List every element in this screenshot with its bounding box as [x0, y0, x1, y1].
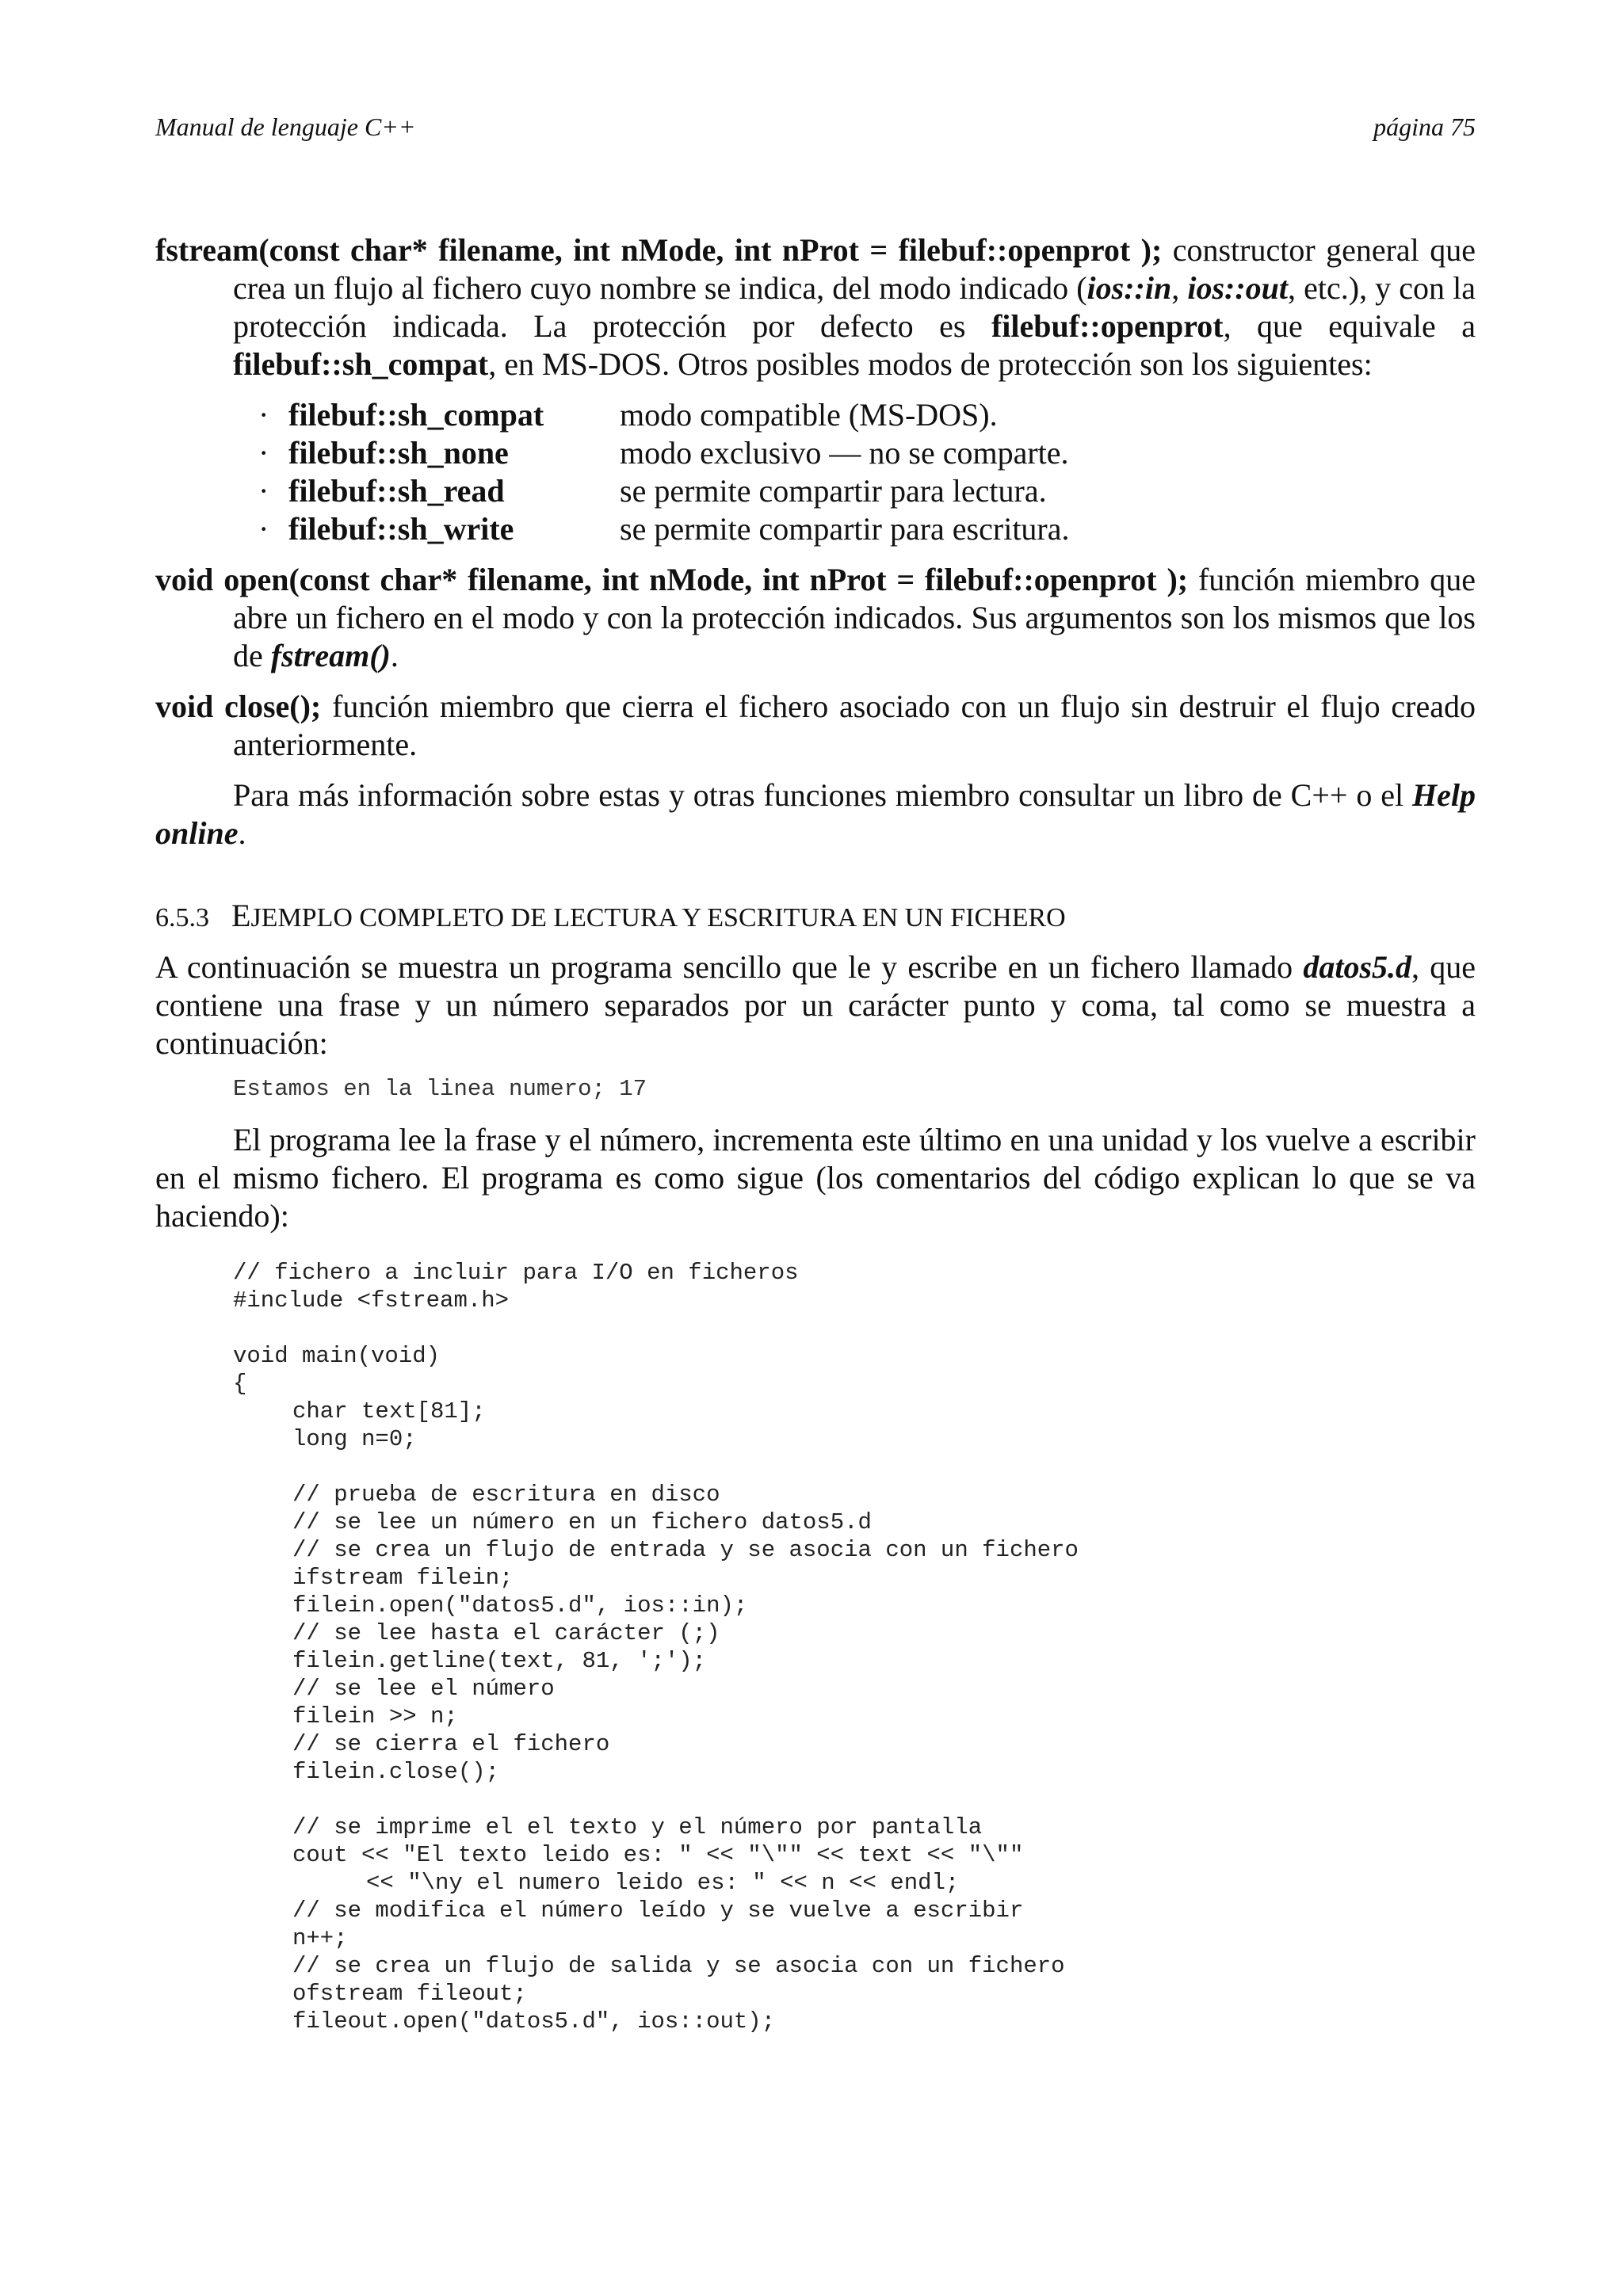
- help-online-term: Help online: [155, 777, 1476, 851]
- code-term: ios::in: [1086, 270, 1172, 306]
- text-span: función miembro que cierra el fichero asociado con un flujo sin destruir el flujo creado anteriormente.: [233, 688, 1476, 762]
- text-span: .: [238, 815, 246, 851]
- mode-name: filebuf::sh_none: [288, 435, 509, 471]
- code-line: filein.open("datos5.d", ios::in);: [292, 1592, 748, 1619]
- code-line: ofstream fileout;: [292, 1981, 527, 2007]
- file-name-term: datos5.d: [1303, 949, 1412, 985]
- header-page-number: página 75: [1373, 113, 1476, 141]
- section-number: 6.5.3: [155, 903, 209, 933]
- text-span: ,: [1171, 270, 1188, 306]
- code-line: #include <fstream.h>: [233, 1287, 510, 1314]
- text-span: , que equivale a: [1223, 308, 1476, 344]
- section-heading: [155, 897, 1476, 937]
- code-line: // se lee hasta el carácter (;): [292, 1620, 720, 1646]
- code-line: // se crea un flujo de salida y se asocia con un fichero: [292, 1953, 1065, 1979]
- list-item: [258, 396, 1476, 434]
- code-line: ifstream filein;: [292, 1565, 514, 1591]
- page-content: [155, 231, 1476, 2035]
- open-function-paragraph: [155, 561, 1476, 675]
- mode-name: filebuf::sh_read: [288, 473, 505, 509]
- bullet-icon: ·: [258, 397, 269, 433]
- section-title-part: LECTURA Y ESCRITURA EN UN FICHERO: [553, 903, 1066, 933]
- list-item: [258, 472, 1476, 510]
- mode-description: se permite compartir para escritura.: [620, 511, 1070, 547]
- fstream-signature: fstream(const char* filename, int nMode, int nProt = filebuf::openprot );: [155, 232, 1163, 268]
- sample-file-content: Estamos en la linea numero; 17: [233, 1076, 647, 1102]
- code-line: n++;: [292, 1925, 348, 1951]
- code-blank-line: [233, 1314, 1476, 1342]
- code-listing: [233, 1259, 1476, 2035]
- mode-description: modo compatible (MS-DOS).: [620, 397, 998, 433]
- code-line: // prueba de escritura en disco: [292, 1482, 720, 1508]
- code-line: // se lee un número en un fichero datos5.d: [292, 1509, 872, 1535]
- text-span: , etc.), y con la protección indicada. La protección por defecto es: [233, 270, 1476, 344]
- mode-name: filebuf::sh_compat: [288, 397, 544, 433]
- text-span: .: [390, 638, 399, 673]
- code-line: cout << "El texto leido es: " << "\"" << text << "\"": [292, 1842, 1024, 1868]
- text-span: Para más información sobre estas y otras funciones miembro consultar un libro de C++ o el: [233, 777, 1413, 813]
- mode-name: filebuf::sh_write: [288, 511, 514, 547]
- code-term: filebuf::openprot: [991, 308, 1224, 344]
- text-span: constructor general que crea un flujo al fichero cuyo nombre se indica, del modo indicado (: [233, 232, 1476, 306]
- code-line: long n=0;: [292, 1426, 417, 1452]
- code-line: void main(void): [233, 1343, 441, 1369]
- example-intro-paragraph: [155, 948, 1476, 1062]
- code-term: filebuf::sh_compat: [233, 346, 489, 382]
- close-signature: void close();: [155, 688, 322, 724]
- document-page: [155, 0, 1476, 2296]
- open-signature: void open(const char* filename, int nMode, int nProt = filebuf::openprot );: [155, 562, 1189, 597]
- list-item: [258, 434, 1476, 472]
- code-line: filein >> n;: [292, 1703, 458, 1730]
- code-line: {: [233, 1371, 247, 1397]
- fstream-constructor-paragraph: [155, 231, 1476, 383]
- code-line: filein.getline(text, 81, ';');: [292, 1648, 707, 1674]
- code-line: << "\ny el numero leido es: " << n << endl;: [366, 1870, 960, 1896]
- text-span: , que contiene una frase y un número separados por un carácter punto y coma, tal como se muestra a continuación:: [155, 949, 1476, 1061]
- bullet-icon: ·: [258, 435, 269, 471]
- code-blank-line: [233, 1453, 1476, 1481]
- section-title-part: JEMPLO COMPLETO DE: [250, 903, 554, 933]
- code-line: // se crea un flujo de entrada y se asocia con un fichero: [292, 1537, 1079, 1563]
- code-line: fileout.open("datos5.d", ios::out);: [292, 2008, 776, 2035]
- code-line: // se lee el número: [292, 1676, 555, 1702]
- section-title-initial: E: [231, 898, 251, 933]
- code-blank-line: [233, 1786, 1476, 1814]
- text-span: , en MS-DOS. Otros posibles modos de protección son los siguientes:: [488, 346, 1373, 382]
- page-header: [155, 113, 1476, 142]
- code-line: // se imprime el el texto y el número por pantalla: [292, 1814, 983, 1840]
- code-line: // se cierra el fichero: [292, 1731, 610, 1757]
- mode-description: se permite compartir para lectura.: [620, 473, 1047, 509]
- more-info-paragraph: [155, 776, 1476, 852]
- bullet-icon: ·: [258, 511, 269, 547]
- code-line: filein.close();: [292, 1759, 500, 1785]
- list-item: [258, 510, 1476, 548]
- close-function-paragraph: [155, 688, 1476, 764]
- protection-modes-list: [155, 396, 1476, 548]
- code-term: ios::out: [1187, 270, 1289, 306]
- mode-description: modo exclusivo — no se comparte.: [620, 435, 1069, 471]
- code-term: fstream(): [270, 638, 391, 673]
- header-title: Manual de lenguaje C++: [155, 113, 416, 141]
- code-line: char text[81];: [292, 1398, 486, 1425]
- code-line: // se modifica el número leído y se vuelve a escribir: [292, 1897, 1024, 1924]
- text-span: A continuación se muestra un programa sencillo que le y escribe en un fichero llamado: [155, 949, 1304, 985]
- text-span: función miembro que abre un fichero en el modo y con la protección indicados. Sus argumentos son los mismos que los de: [233, 562, 1476, 673]
- code-line: // fichero a incluir para I/O en ficheros: [233, 1260, 799, 1286]
- program-description-paragraph: El programa lee la frase y el número, incrementa este último en una unidad y los vuelve a escribir en el mismo fichero. El programa es como sigue (los comentarios del código explican lo que se va haciendo):: [155, 1122, 1476, 1234]
- bullet-icon: ·: [258, 473, 269, 509]
